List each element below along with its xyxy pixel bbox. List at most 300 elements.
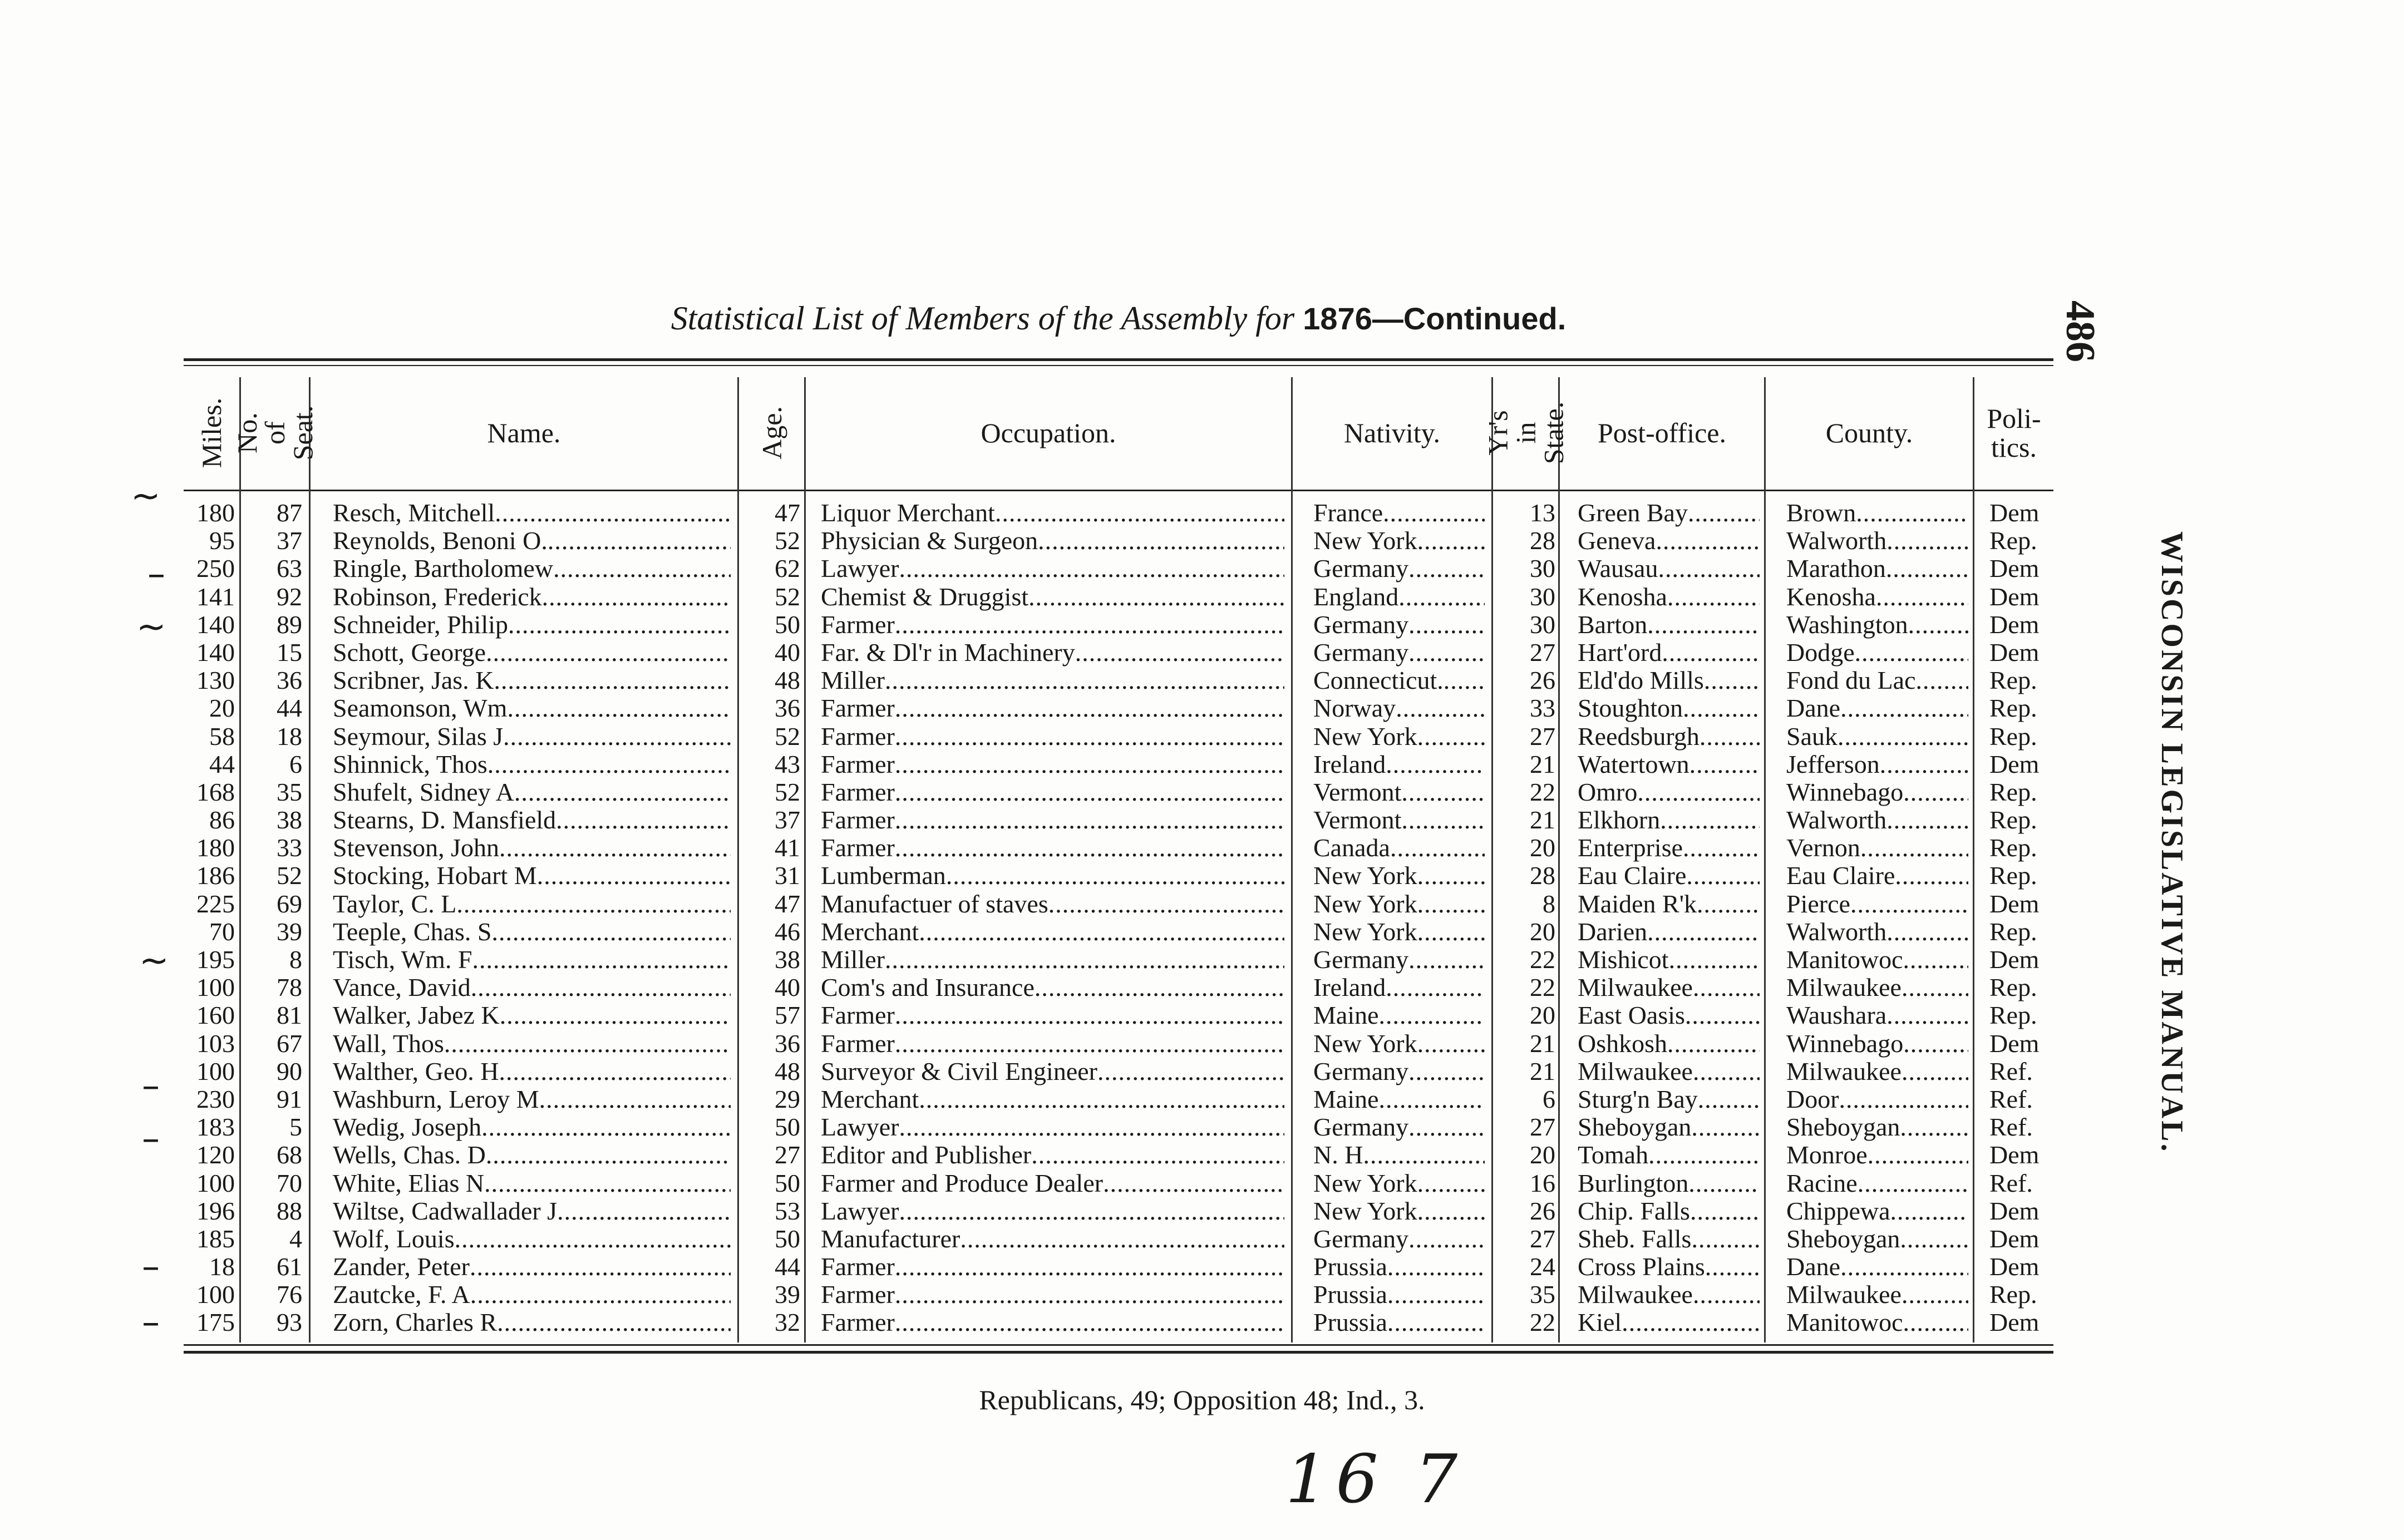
cell-age: 62 xyxy=(775,555,800,583)
cell-years: 22 xyxy=(1530,778,1555,806)
cell-politics: Dem xyxy=(1989,946,2040,974)
cell-politics: Ref. xyxy=(1989,1169,2033,1197)
cell-postoffice: Chip. Falls ..... xyxy=(1578,1197,1760,1225)
cell-postoffice: Watertown ..... xyxy=(1578,751,1760,778)
cell-politics: Dem xyxy=(1989,750,2040,778)
cell-nativity: New York ..... xyxy=(1313,1030,1485,1058)
cell-nativity: New York ..... xyxy=(1313,1197,1485,1225)
cell-seat: 33 xyxy=(277,834,302,862)
cell-age: 44 xyxy=(775,1253,800,1281)
cell-seat: 18 xyxy=(277,722,302,751)
cell-miles: 18 xyxy=(209,1253,235,1281)
cell-age: 48 xyxy=(775,667,800,695)
top-rule-thin xyxy=(184,365,2053,366)
cell-seat: 44 xyxy=(277,694,302,723)
cell-county: Pierce ..... xyxy=(1786,890,1968,918)
cell-years: 30 xyxy=(1530,583,1555,611)
cell-years: 27 xyxy=(1530,722,1555,751)
cell-nativity: England ..... xyxy=(1313,583,1485,611)
cell-nativity: Prussia ..... xyxy=(1313,1253,1485,1281)
table-row xyxy=(184,667,2053,694)
cell-county: Vernon ..... xyxy=(1786,834,1968,862)
cell-county: Walworth ..... xyxy=(1786,918,1968,946)
cell-postoffice: Wausau ..... xyxy=(1578,555,1760,583)
table-row xyxy=(184,751,2053,778)
title-year: 1876 xyxy=(1303,301,1372,336)
cell-county: Dane ..... xyxy=(1786,1253,1968,1281)
cell-years: 8 xyxy=(1543,890,1555,918)
cell-postoffice: Burlington ..... xyxy=(1578,1169,1760,1197)
cell-nativity: New York ..... xyxy=(1313,890,1485,918)
cell-miles: 180 xyxy=(196,499,235,527)
cell-miles: 175 xyxy=(196,1309,235,1337)
cell-name: Schott, George ..... xyxy=(333,639,731,667)
cell-seat: 8 xyxy=(289,946,302,974)
header-name: Name. xyxy=(487,417,561,448)
table-row xyxy=(184,1001,2053,1029)
cell-miles: 180 xyxy=(196,834,235,862)
cell-occupation: Lawyer ..... xyxy=(821,1113,1284,1141)
margin-mark: – xyxy=(142,1246,160,1287)
cell-age: 52 xyxy=(775,527,800,555)
cell-county: Dane ..... xyxy=(1786,694,1968,722)
table-row xyxy=(184,1058,2053,1085)
cell-politics: Dem xyxy=(1989,583,2040,611)
cell-occupation: Farmer ..... xyxy=(821,1281,1284,1309)
cell-age: 52 xyxy=(775,722,800,751)
cell-miles: 160 xyxy=(196,1001,235,1030)
cell-age: 47 xyxy=(775,890,800,918)
cell-name: Stocking, Hobart M ..... xyxy=(333,862,731,890)
cell-politics: Rep. xyxy=(1989,778,2037,806)
cell-name: Scribner, Jas. K ..... xyxy=(333,667,731,694)
cell-nativity: Ireland ..... xyxy=(1313,974,1485,1001)
cell-nativity: Norway ..... xyxy=(1313,694,1485,722)
cell-postoffice: Milwaukee ..... xyxy=(1578,974,1760,1001)
cell-nativity: New York ..... xyxy=(1313,723,1485,751)
table-row xyxy=(184,1197,2053,1225)
cell-nativity: New York ..... xyxy=(1313,1169,1485,1197)
margin-mark: – xyxy=(147,554,165,595)
margin-mark: ~ xyxy=(139,940,169,981)
cell-seat: 91 xyxy=(277,1085,302,1113)
cell-age: 36 xyxy=(775,1029,800,1058)
cell-years: 35 xyxy=(1530,1281,1555,1309)
cell-miles: 100 xyxy=(196,1057,235,1085)
cell-occupation: Farmer ..... xyxy=(821,1030,1284,1058)
cell-age: 38 xyxy=(775,946,800,974)
cell-politics: Rep. xyxy=(1989,917,2037,946)
cell-name: Washburn, Leroy M ..... xyxy=(333,1085,731,1113)
cell-occupation: Farmer ..... xyxy=(821,1253,1284,1281)
cell-years: 30 xyxy=(1530,610,1555,639)
cell-seat: 67 xyxy=(277,1029,302,1058)
cell-name: Resch, Mitchell ..... xyxy=(333,499,731,527)
cell-name: Shufelt, Sidney A ..... xyxy=(333,778,731,806)
cell-name: Zautcke, F. A ..... xyxy=(333,1281,731,1309)
table-row xyxy=(184,890,2053,918)
cell-postoffice: Sheboygan ..... xyxy=(1578,1113,1760,1141)
cell-name: Ringle, Bartholomew ..... xyxy=(333,555,731,583)
cell-county: Waushara ..... xyxy=(1786,1001,1968,1029)
cell-years: 21 xyxy=(1530,1057,1555,1085)
cell-seat: 37 xyxy=(277,527,302,555)
cell-miles: 196 xyxy=(196,1197,235,1225)
cell-years: 20 xyxy=(1530,1141,1555,1169)
table-row xyxy=(184,583,2053,611)
cell-years: 21 xyxy=(1530,750,1555,778)
cell-seat: 90 xyxy=(277,1057,302,1085)
cell-miles: 120 xyxy=(196,1141,235,1169)
cell-politics: Rep. xyxy=(1989,694,2037,723)
cell-county: Sauk ..... xyxy=(1786,723,1968,751)
cell-age: 29 xyxy=(775,1085,800,1113)
cell-miles: 141 xyxy=(196,583,235,611)
cell-years: 33 xyxy=(1530,694,1555,723)
header-rule xyxy=(184,490,2053,491)
cell-seat: 4 xyxy=(289,1225,302,1253)
cell-politics: Rep. xyxy=(1989,834,2037,862)
cell-county: Chippewa ..... xyxy=(1786,1197,1968,1225)
table-row xyxy=(184,639,2053,667)
cell-nativity: Germany ..... xyxy=(1313,639,1485,667)
cell-occupation: Lawyer ..... xyxy=(821,1197,1284,1225)
cell-postoffice: Eau Claire ..... xyxy=(1578,862,1760,890)
cell-occupation: Physician & Surgeon ..... xyxy=(821,527,1284,555)
cell-politics: Dem xyxy=(1989,610,2040,639)
cell-occupation: Chemist & Druggist ..... xyxy=(821,583,1284,611)
cell-age: 32 xyxy=(775,1309,800,1337)
cell-miles: 185 xyxy=(196,1225,235,1253)
cell-age: 31 xyxy=(775,862,800,890)
cell-postoffice: Sturg'n Bay ..... xyxy=(1578,1085,1760,1113)
table-row xyxy=(184,1169,2053,1197)
cell-nativity: New York ..... xyxy=(1313,918,1485,946)
table-row xyxy=(184,918,2053,946)
cell-postoffice: Kiel ..... xyxy=(1578,1309,1760,1336)
margin-mark: – xyxy=(142,1302,160,1343)
table-row xyxy=(184,1225,2053,1253)
cell-occupation: Manufacturer ..... xyxy=(821,1225,1284,1253)
cell-name: Shinnick, Thos ..... xyxy=(333,751,731,778)
cell-county: Milwaukee ..... xyxy=(1786,1058,1968,1085)
cell-name: Seymour, Silas J ..... xyxy=(333,723,731,751)
cell-name: Stearns, D. Mansfield ..... xyxy=(333,806,731,834)
cell-seat: 89 xyxy=(277,610,302,639)
cell-years: 21 xyxy=(1530,1029,1555,1058)
cell-occupation: Farmer ..... xyxy=(821,751,1284,778)
cell-miles: 100 xyxy=(196,974,235,1002)
cell-name: Walker, Jabez K ..... xyxy=(333,1001,731,1029)
cell-seat: 81 xyxy=(277,1001,302,1030)
cell-postoffice: Geneva ..... xyxy=(1578,527,1760,555)
cell-county: Manitowoc ..... xyxy=(1786,1309,1968,1336)
cell-miles: 130 xyxy=(196,667,235,695)
cell-politics: Dem xyxy=(1989,890,2040,918)
cell-county: Monroe ..... xyxy=(1786,1141,1968,1169)
cell-county: Winnebago ..... xyxy=(1786,778,1968,806)
cell-age: 57 xyxy=(775,1001,800,1030)
cell-years: 20 xyxy=(1530,917,1555,946)
cell-politics: Dem xyxy=(1989,638,2040,667)
cell-politics: Rep. xyxy=(1989,722,2037,751)
cell-nativity: Vermont ..... xyxy=(1313,778,1485,806)
cell-occupation: Merchant ..... xyxy=(821,1085,1284,1113)
cell-name: Zander, Peter ..... xyxy=(333,1253,731,1281)
cell-politics: Rep. xyxy=(1989,527,2037,555)
cell-name: Taylor, C. L ..... xyxy=(333,890,731,918)
cell-miles: 44 xyxy=(209,750,235,778)
cell-age: 50 xyxy=(775,1225,800,1253)
cell-occupation: Miller ..... xyxy=(821,667,1284,694)
cell-county: Fond du Lac ..... xyxy=(1786,667,1968,694)
bottom-rule-thick xyxy=(184,1351,2053,1354)
cell-nativity: Germany ..... xyxy=(1313,1225,1485,1253)
cell-name: White, Elias N ..... xyxy=(333,1169,731,1197)
cell-postoffice: Reedsburgh ..... xyxy=(1578,723,1760,751)
cell-politics: Dem xyxy=(1989,1225,2040,1253)
cell-politics: Dem xyxy=(1989,1029,2040,1058)
cell-county: Walworth ..... xyxy=(1786,806,1968,834)
margin-mark: ~ xyxy=(136,606,166,648)
cell-seat: 63 xyxy=(277,555,302,583)
title-suffix: —Continued. xyxy=(1372,301,1566,336)
cell-politics: Dem xyxy=(1989,499,2040,527)
cell-occupation: Farmer ..... xyxy=(821,694,1284,722)
cell-county: Brown ..... xyxy=(1786,499,1968,527)
table-row xyxy=(184,555,2053,583)
cell-politics: Dem xyxy=(1989,1253,2040,1281)
table-row xyxy=(184,1141,2053,1169)
header-years: Yr's in State. xyxy=(1482,401,1569,465)
cell-name: Teeple, Chas. S ..... xyxy=(333,918,731,946)
cell-postoffice: East Oasis ..... xyxy=(1578,1001,1760,1029)
cell-occupation: Liquor Merchant ..... xyxy=(821,499,1284,527)
cell-name: Vance, David ..... xyxy=(333,974,731,1001)
cell-miles: 183 xyxy=(196,1113,235,1142)
cell-seat: 15 xyxy=(277,638,302,667)
cell-age: 47 xyxy=(775,499,800,527)
cell-miles: 230 xyxy=(196,1085,235,1113)
running-head: WISCONSIN LEGISLATIVE MANUAL. xyxy=(2155,531,2189,1154)
table-row xyxy=(184,1113,2053,1141)
cell-miles: 95 xyxy=(209,527,235,555)
cell-politics: Rep. xyxy=(1989,862,2037,890)
cell-postoffice: Green Bay ..... xyxy=(1578,499,1760,527)
party-summary: Republicans, 49; Opposition 48; Ind., 3. xyxy=(979,1384,1425,1415)
cell-miles: 70 xyxy=(209,917,235,946)
cell-county: Sheboygan ..... xyxy=(1786,1225,1968,1253)
table-row xyxy=(184,1253,2053,1281)
cell-seat: 70 xyxy=(277,1169,302,1197)
members-table xyxy=(184,499,2053,1337)
cell-occupation: Farmer and Produce Dealer ..... xyxy=(821,1169,1284,1197)
cell-name: Wall, Thos ..... xyxy=(333,1030,731,1058)
table-row xyxy=(184,1030,2053,1058)
table-row xyxy=(184,1281,2053,1309)
cell-age: 41 xyxy=(775,834,800,862)
cell-age: 46 xyxy=(775,917,800,946)
cell-miles: 100 xyxy=(196,1281,235,1309)
header-nativity: Nativity. xyxy=(1343,417,1441,448)
cell-politics: Dem xyxy=(1989,1309,2040,1337)
table-row xyxy=(184,723,2053,751)
cell-county: Jefferson ..... xyxy=(1786,751,1968,778)
cell-name: Seamonson, Wm ..... xyxy=(333,694,731,722)
cell-politics: Dem xyxy=(1989,1197,2040,1225)
cell-miles: 100 xyxy=(196,1169,235,1197)
margin-mark: – xyxy=(142,1118,160,1159)
cell-politics: Rep. xyxy=(1989,806,2037,835)
title-text: Statistical List of Members of the Assembly for xyxy=(671,300,1295,337)
cell-county: Milwaukee ..... xyxy=(1786,1281,1968,1309)
cell-seat: 93 xyxy=(277,1309,302,1337)
cell-age: 50 xyxy=(775,1113,800,1142)
cell-nativity: Prussia ..... xyxy=(1313,1281,1485,1309)
cell-county: Racine ..... xyxy=(1786,1169,1968,1197)
cell-county: Marathon ..... xyxy=(1786,555,1968,583)
cell-age: 50 xyxy=(775,610,800,639)
header-county: County. xyxy=(1825,417,1913,448)
cell-name: Tisch, Wm. F ..... xyxy=(333,946,731,974)
cell-county: Dodge ..... xyxy=(1786,639,1968,667)
cell-county: Sheboygan ..... xyxy=(1786,1113,1968,1141)
cell-occupation: Surveyor & Civil Engineer ..... xyxy=(821,1058,1284,1085)
margin-mark: ~ xyxy=(131,476,161,517)
cell-age: 36 xyxy=(775,694,800,723)
cell-seat: 38 xyxy=(277,806,302,835)
cell-politics: Ref. xyxy=(1989,1113,2033,1142)
cell-nativity: Canada ..... xyxy=(1313,834,1485,862)
cell-seat: 76 xyxy=(277,1281,302,1309)
cell-nativity: Germany ..... xyxy=(1313,555,1485,583)
table-row xyxy=(184,611,2053,639)
cell-years: 26 xyxy=(1530,667,1555,695)
cell-occupation: Farmer ..... xyxy=(821,611,1284,639)
cell-postoffice: Sheb. Falls ..... xyxy=(1578,1225,1760,1253)
cell-years: 13 xyxy=(1530,499,1555,527)
cell-county: Milwaukee ..... xyxy=(1786,974,1968,1001)
cell-nativity: Maine ..... xyxy=(1313,1001,1485,1029)
cell-nativity: Germany ..... xyxy=(1313,1058,1485,1085)
cell-name: Walther, Geo. H ..... xyxy=(333,1058,731,1085)
cell-name: Wells, Chas. D ..... xyxy=(333,1141,731,1169)
cell-years: 28 xyxy=(1530,527,1555,555)
cell-occupation: Far. & Dl'r in Machinery ..... xyxy=(821,639,1284,667)
cell-miles: 20 xyxy=(209,694,235,723)
cell-county: Manitowoc ..... xyxy=(1786,946,1968,974)
table-row xyxy=(184,834,2053,862)
cell-years: 20 xyxy=(1530,1001,1555,1030)
cell-occupation: Farmer ..... xyxy=(821,1309,1284,1336)
cell-postoffice: Hart'ord ..... xyxy=(1578,639,1760,667)
cell-nativity: Connecticut. ..... xyxy=(1313,667,1485,694)
cell-miles: 186 xyxy=(196,862,235,890)
cell-seat: 87 xyxy=(277,499,302,527)
table-row xyxy=(184,806,2053,834)
cell-age: 40 xyxy=(775,638,800,667)
cell-seat: 69 xyxy=(277,890,302,918)
cell-seat: 39 xyxy=(277,917,302,946)
margin-mark: – xyxy=(142,1065,160,1107)
cell-politics: Ref. xyxy=(1989,1085,2033,1113)
cell-name: Schneider, Philip ..... xyxy=(333,611,731,639)
cell-seat: 92 xyxy=(277,583,302,611)
cell-postoffice: Stoughton ..... xyxy=(1578,694,1760,722)
cell-years: 6 xyxy=(1543,1085,1555,1113)
cell-nativity: Maine ..... xyxy=(1313,1085,1485,1113)
table-row xyxy=(184,778,2053,806)
cell-postoffice: Darien ..... xyxy=(1578,918,1760,946)
cell-years: 20 xyxy=(1530,834,1555,862)
cell-name: Robinson, Frederick ..... xyxy=(333,583,731,611)
cell-seat: 52 xyxy=(277,862,302,890)
cell-occupation: Farmer ..... xyxy=(821,806,1284,834)
table-row xyxy=(184,946,2053,974)
cell-politics: Dem xyxy=(1989,555,2040,583)
cell-seat: 68 xyxy=(277,1141,302,1169)
cell-postoffice: Maiden R'k ..... xyxy=(1578,890,1760,918)
cell-years: 22 xyxy=(1530,974,1555,1002)
page-title xyxy=(184,299,2053,338)
cell-miles: 140 xyxy=(196,610,235,639)
cell-postoffice: Tomah ..... xyxy=(1578,1141,1760,1169)
cell-name: Wiltse, Cadwallader J ..... xyxy=(333,1197,731,1225)
cell-years: 27 xyxy=(1530,1113,1555,1142)
header-postoffice: Post-office. xyxy=(1598,417,1726,448)
table-row xyxy=(184,499,2053,527)
cell-miles: 250 xyxy=(196,555,235,583)
cell-age: 39 xyxy=(775,1281,800,1309)
cell-miles: 195 xyxy=(196,946,235,974)
cell-politics: Rep. xyxy=(1989,1001,2037,1030)
cell-years: 28 xyxy=(1530,862,1555,890)
cell-age: 53 xyxy=(775,1197,800,1225)
cell-nativity: Germany ..... xyxy=(1313,611,1485,639)
cell-postoffice: Barton ..... xyxy=(1578,611,1760,639)
cell-age: 37 xyxy=(775,806,800,835)
cell-name: Stevenson, John ..... xyxy=(333,834,731,862)
cell-postoffice: Mishicot ..... xyxy=(1578,946,1760,974)
cell-years: 21 xyxy=(1530,806,1555,835)
header-occupation: Occupation. xyxy=(981,417,1116,448)
cell-age: 52 xyxy=(775,778,800,806)
cell-miles: 168 xyxy=(196,778,235,806)
cell-postoffice: Omro ..... xyxy=(1578,778,1760,806)
cell-county: Winnebago ..... xyxy=(1786,1030,1968,1058)
header-seat: No. of Seat. xyxy=(231,405,318,461)
cell-seat: 61 xyxy=(277,1253,302,1281)
cell-name: Zorn, Charles R ..... xyxy=(333,1309,731,1336)
cell-county: Eau Claire ..... xyxy=(1786,862,1968,890)
cell-age: 43 xyxy=(775,750,800,778)
cell-years: 24 xyxy=(1530,1253,1555,1281)
cell-seat: 5 xyxy=(289,1113,302,1142)
cell-county: Kenosha ..... xyxy=(1786,583,1968,611)
cell-politics: Dem xyxy=(1989,1141,2040,1169)
cell-seat: 78 xyxy=(277,974,302,1002)
cell-postoffice: Enterprise ..... xyxy=(1578,834,1760,862)
cell-name: Reynolds, Benoni O. ..... xyxy=(333,527,731,555)
cell-nativity: New York ..... xyxy=(1313,527,1485,555)
cell-miles: 58 xyxy=(209,722,235,751)
cell-seat: 36 xyxy=(277,667,302,695)
cell-occupation: Farmer ..... xyxy=(821,723,1284,751)
cell-politics: Rep. xyxy=(1989,667,2037,695)
cell-county: Washington ..... xyxy=(1786,611,1968,639)
cell-postoffice: Milwaukee ..... xyxy=(1578,1281,1760,1309)
cell-nativity: New York ..... xyxy=(1313,862,1485,890)
